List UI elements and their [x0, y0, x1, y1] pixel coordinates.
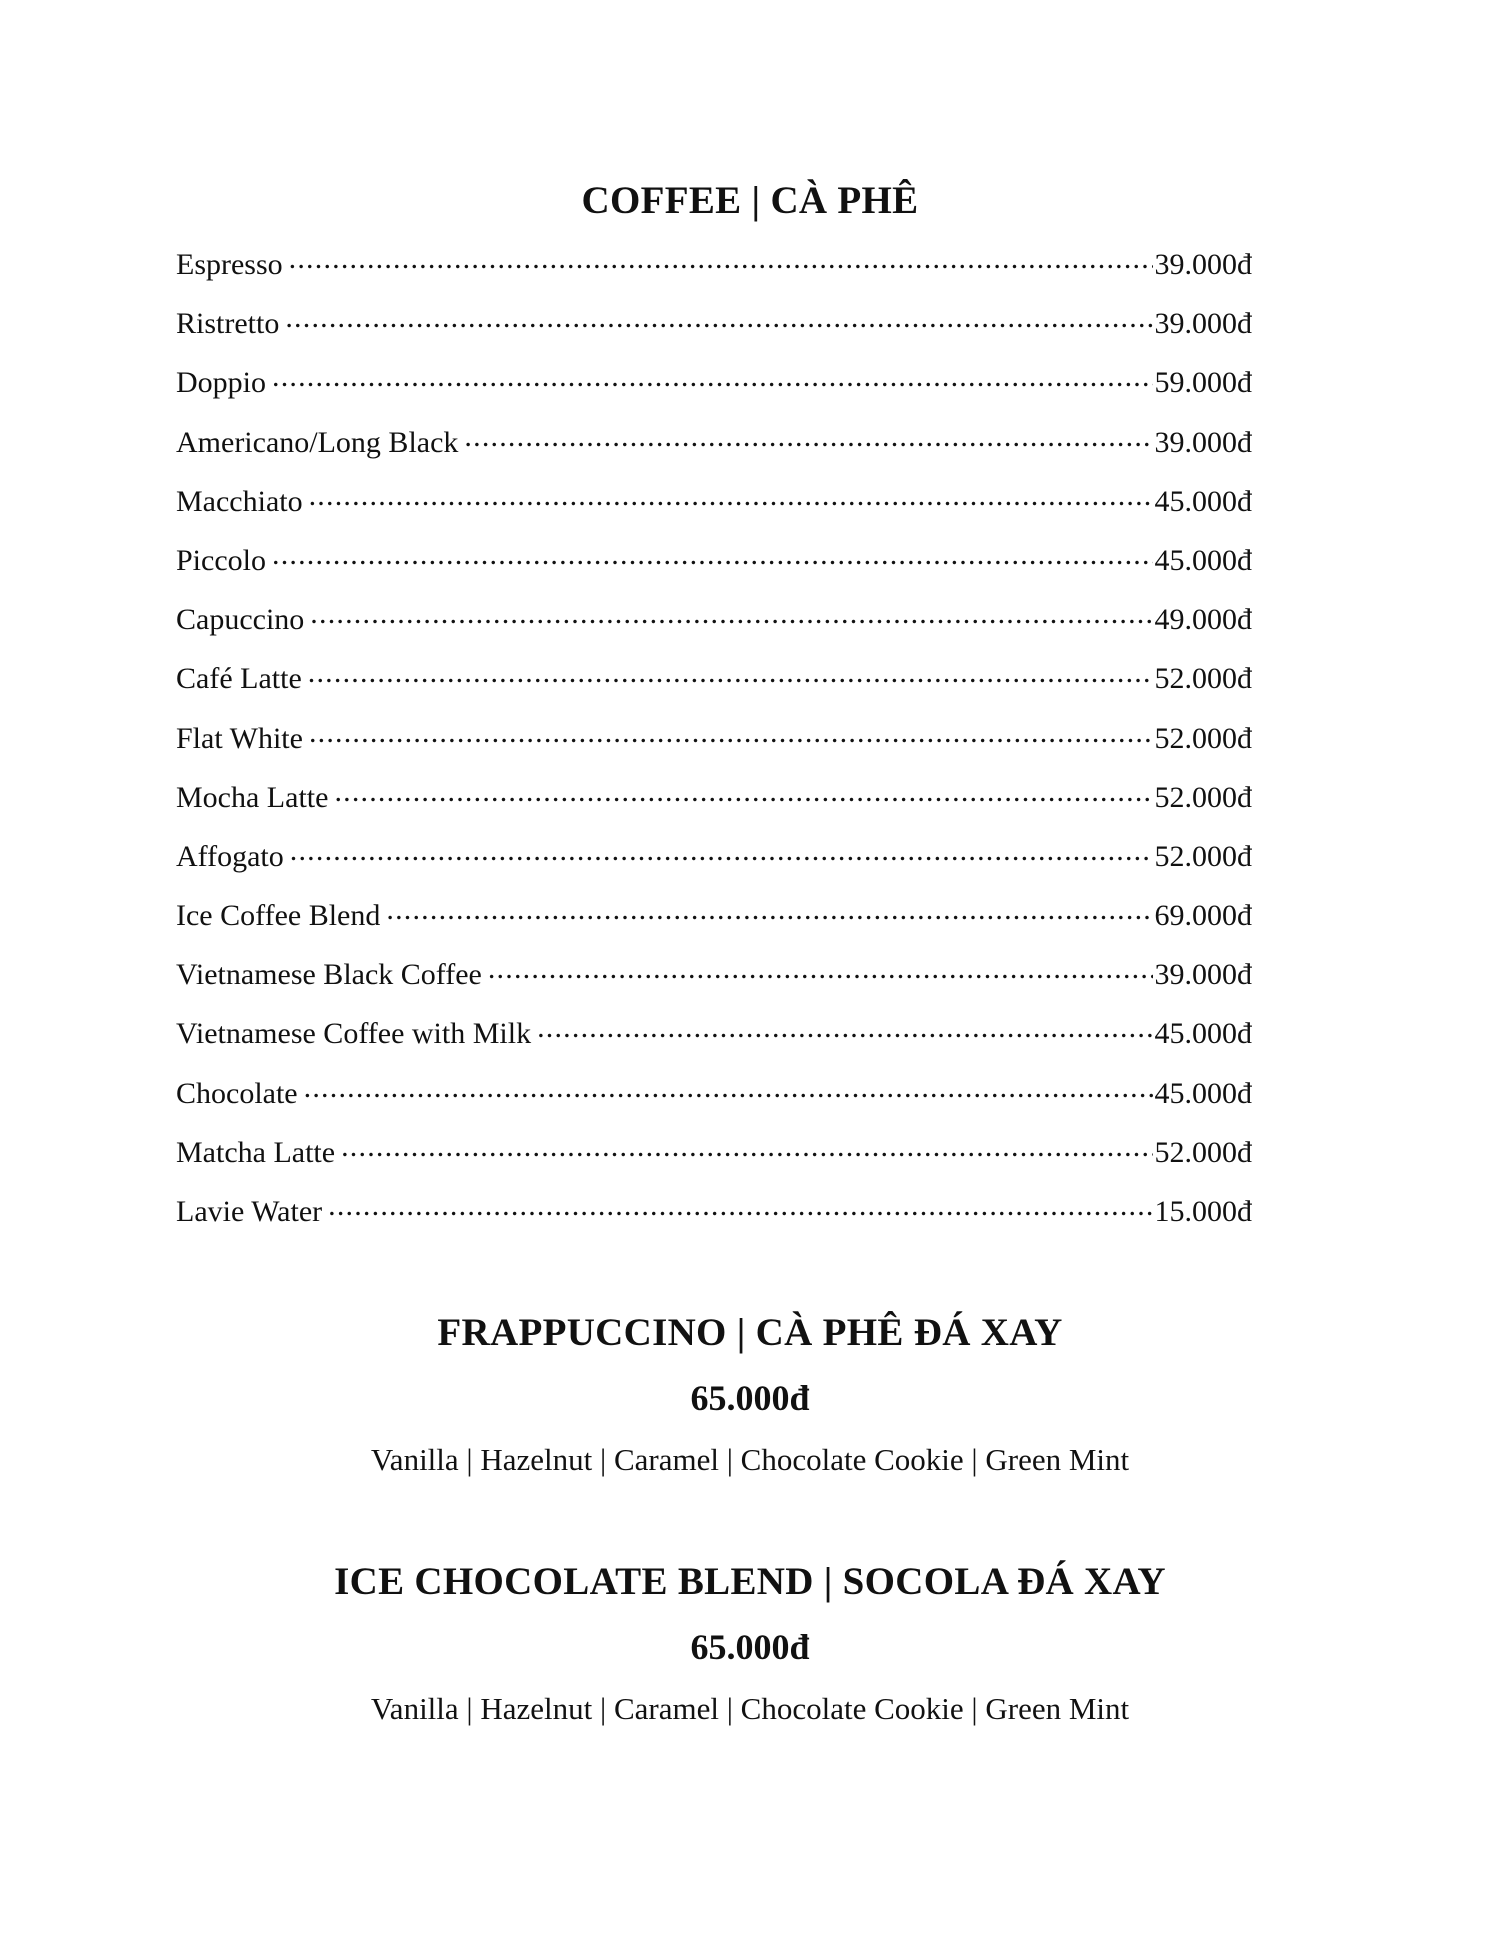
dot-leader [285, 303, 1152, 333]
item-name: Matcha Latte [176, 1135, 336, 1169]
item-name: Espresso [176, 248, 283, 281]
item-name: Café Latte [176, 662, 302, 696]
dot-leader [537, 1013, 1152, 1043]
item-price: 52.000đ [1154, 662, 1252, 696]
frappuccino-flavors: Vanilla | Hazelnut | Caramel | Chocolate Cookie | Green Mint [370, 1442, 1130, 1477]
dot-leader [309, 481, 1153, 511]
item-name: Capuccino [176, 603, 305, 637]
ice-chocolate-section-title: ICE CHOCOLATE BLEND | SOCOLA ĐÁ XAY [334, 1560, 1166, 1603]
item-price: 52.000đ [1154, 839, 1252, 873]
frappuccino-section-title: FRAPPUCCINO | CÀ PHÊ ĐÁ XAY [437, 1311, 1063, 1354]
dot-leader [334, 777, 1152, 807]
item-price: 39.000đ [1154, 425, 1252, 459]
menu-item [176, 718, 1252, 777]
dot-leader [304, 1073, 1153, 1103]
item-price: 69.000đ [1154, 899, 1252, 933]
item-name: Chocolate [176, 1076, 298, 1110]
item-price: 45.000đ [1154, 1076, 1252, 1110]
item-name: Macchiato [176, 484, 303, 518]
menu-item [176, 1191, 1252, 1250]
dot-leader [328, 1191, 1152, 1221]
dot-leader [386, 895, 1152, 925]
dot-leader [272, 362, 1153, 392]
menu-item [176, 244, 1252, 303]
item-name: Lavie Water [176, 1195, 323, 1228]
item-price: 45.000đ [1154, 1017, 1252, 1051]
coffee-section-title: COFFEE | CÀ PHÊ [581, 179, 919, 222]
dot-leader [272, 540, 1153, 570]
dot-leader [488, 954, 1153, 984]
item-name: Americano/Long Black [176, 425, 459, 459]
menu-item [176, 777, 1252, 836]
item-price: 59.000đ [1154, 366, 1252, 400]
item-name: Vietnamese Black Coffee [176, 958, 482, 992]
dot-leader [289, 244, 1153, 274]
item-price: 39.000đ [1154, 958, 1252, 992]
dot-leader [464, 422, 1152, 452]
item-name: Flat White [176, 721, 303, 755]
dot-leader [290, 836, 1153, 866]
menu-item [176, 658, 1252, 717]
item-price: 52.000đ [1154, 780, 1252, 814]
item-price: 49.000đ [1154, 603, 1252, 637]
item-price: 45.000đ [1154, 484, 1252, 518]
item-name: Mocha Latte [176, 780, 329, 814]
menu-item [176, 303, 1252, 362]
item-name: Ice Coffee Blend [176, 899, 381, 933]
menu-item [176, 954, 1252, 1013]
dot-leader [310, 599, 1152, 629]
menu-item [176, 1073, 1252, 1132]
item-price: 39.000đ [1154, 307, 1252, 341]
menu-item [176, 422, 1252, 481]
menu-item [176, 362, 1252, 421]
menu-item [176, 540, 1252, 599]
item-price: 15.000đ [1154, 1195, 1252, 1228]
item-name: Piccolo [176, 543, 266, 577]
item-name: Doppio [176, 366, 266, 400]
menu-item [176, 481, 1252, 540]
item-price: 39.000đ [1154, 248, 1252, 281]
item-name: Affogato [176, 839, 284, 873]
menu-item [176, 895, 1252, 954]
menu-item [176, 599, 1252, 658]
menu-item [176, 1132, 1252, 1191]
dot-leader [341, 1132, 1152, 1162]
item-name: Ristretto [176, 307, 280, 341]
dot-leader [309, 718, 1153, 748]
item-name: Vietnamese Coffee with Milk [176, 1017, 532, 1051]
ice-chocolate-price: 65.000đ [690, 1627, 810, 1667]
ice-chocolate-flavors: Vanilla | Hazelnut | Caramel | Chocolate Cookie | Green Mint [370, 1691, 1130, 1726]
item-price: 52.000đ [1154, 721, 1252, 755]
item-price: 52.000đ [1154, 1135, 1252, 1169]
frappuccino-price: 65.000đ [690, 1378, 810, 1418]
dot-leader [308, 658, 1153, 688]
menu-item [176, 1013, 1252, 1072]
item-price: 45.000đ [1154, 543, 1252, 577]
coffee-menu-list [176, 244, 1252, 1250]
menu-item [176, 836, 1252, 895]
